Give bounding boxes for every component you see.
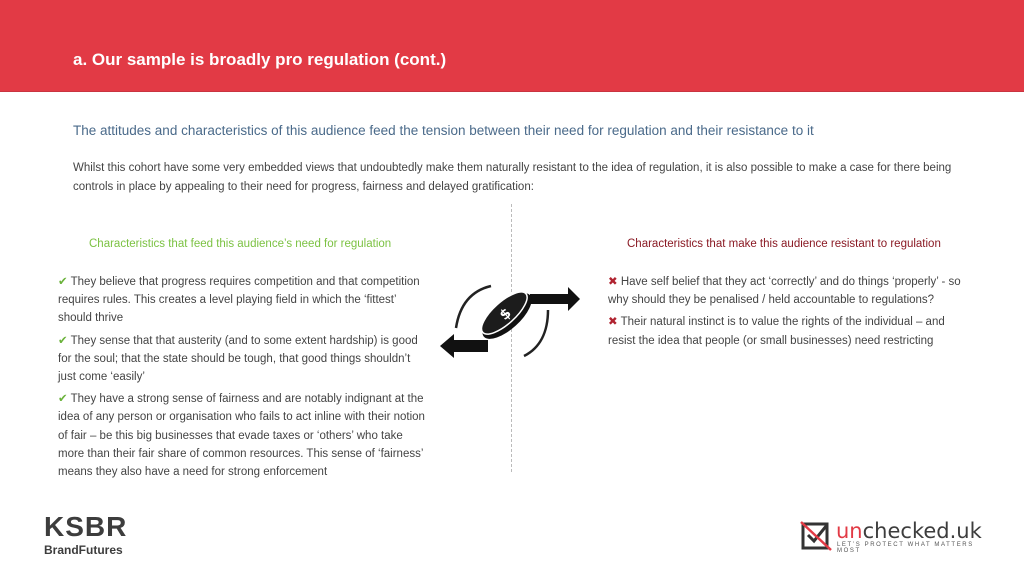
logo-brandfutures-text: BrandFutures xyxy=(44,543,123,557)
list-item-text: Have self belief that they act ‘correctly’ and do things ‘properly’ - so why should they be penalised / held accountable to regulations? xyxy=(608,276,961,307)
coin-with-arrows-icon xyxy=(436,280,586,360)
list-item xyxy=(58,390,430,481)
unchecked-tagline: LET’S PROTECT WHAT MATTERS MOST xyxy=(837,542,974,554)
svg-text:$: $ xyxy=(496,305,515,324)
list-item xyxy=(608,313,968,349)
subtitle: The attitudes and characteristics of this audience feed the tension between their need for regulation and their resistance to it xyxy=(73,123,814,138)
unchecked-logo xyxy=(800,519,990,555)
cross-icon: ✖ xyxy=(608,276,618,288)
unchecked-box-icon xyxy=(800,519,832,551)
right-characteristics-list xyxy=(608,273,968,354)
right-column-heading: Characteristics that make this audience resistant to regulation xyxy=(627,238,941,250)
logo-ksbr-text: KSBR xyxy=(44,511,128,542)
page-title: a. Our sample is broadly pro regulation (cont.) xyxy=(73,50,447,69)
left-column-heading: Characteristics that feed this audience’s need for regulation xyxy=(89,238,392,250)
wordmark-prefix: un xyxy=(836,519,863,543)
list-item-text: They believe that progress requires competition and that competition requires rules. This creates a level playing field in which the ‘fittest’ should thrive xyxy=(58,276,420,325)
left-characteristics-list xyxy=(58,273,430,485)
list-item-text: They have a strong sense of fairness and are notably indignant at the idea of any person or organisation who fails to act inline with their notion of fair – be this big businesses that evade taxes or ‘others’ who take more than their fair share of common resources. This sense of ‘fairness’ means they also have a need for strong enforcement xyxy=(58,393,425,479)
unchecked-wordmark xyxy=(836,519,982,543)
check-icon: ✔ xyxy=(58,276,68,288)
list-item xyxy=(608,273,968,309)
header-banner xyxy=(0,0,1024,92)
check-icon: ✔ xyxy=(58,334,68,347)
ksbr-brandfutures-logo xyxy=(44,513,127,557)
list-item-text: Their natural instinct is to value the rights of the individual – and resist the idea that people (or small businesses) need restricting xyxy=(608,316,945,347)
list-item-text: They sense that that austerity (and to some extent hardship) is good for the soul; that the state should be tough, that good things shouldn’t just come ‘easily’ xyxy=(58,334,418,384)
list-item xyxy=(58,332,430,387)
check-icon: ✔ xyxy=(58,393,68,406)
wordmark-rest: checked.uk xyxy=(862,519,982,543)
intro-paragraph: Whilst this cohort have some very embedded views that undoubtedly make them naturally resistant to the idea of regulation, it is also possible to make a case for there being controls in place by appealing to their need for progress, fairness and delayed gratification: xyxy=(73,162,952,193)
cross-icon: ✖ xyxy=(608,316,618,329)
list-item xyxy=(58,273,430,328)
